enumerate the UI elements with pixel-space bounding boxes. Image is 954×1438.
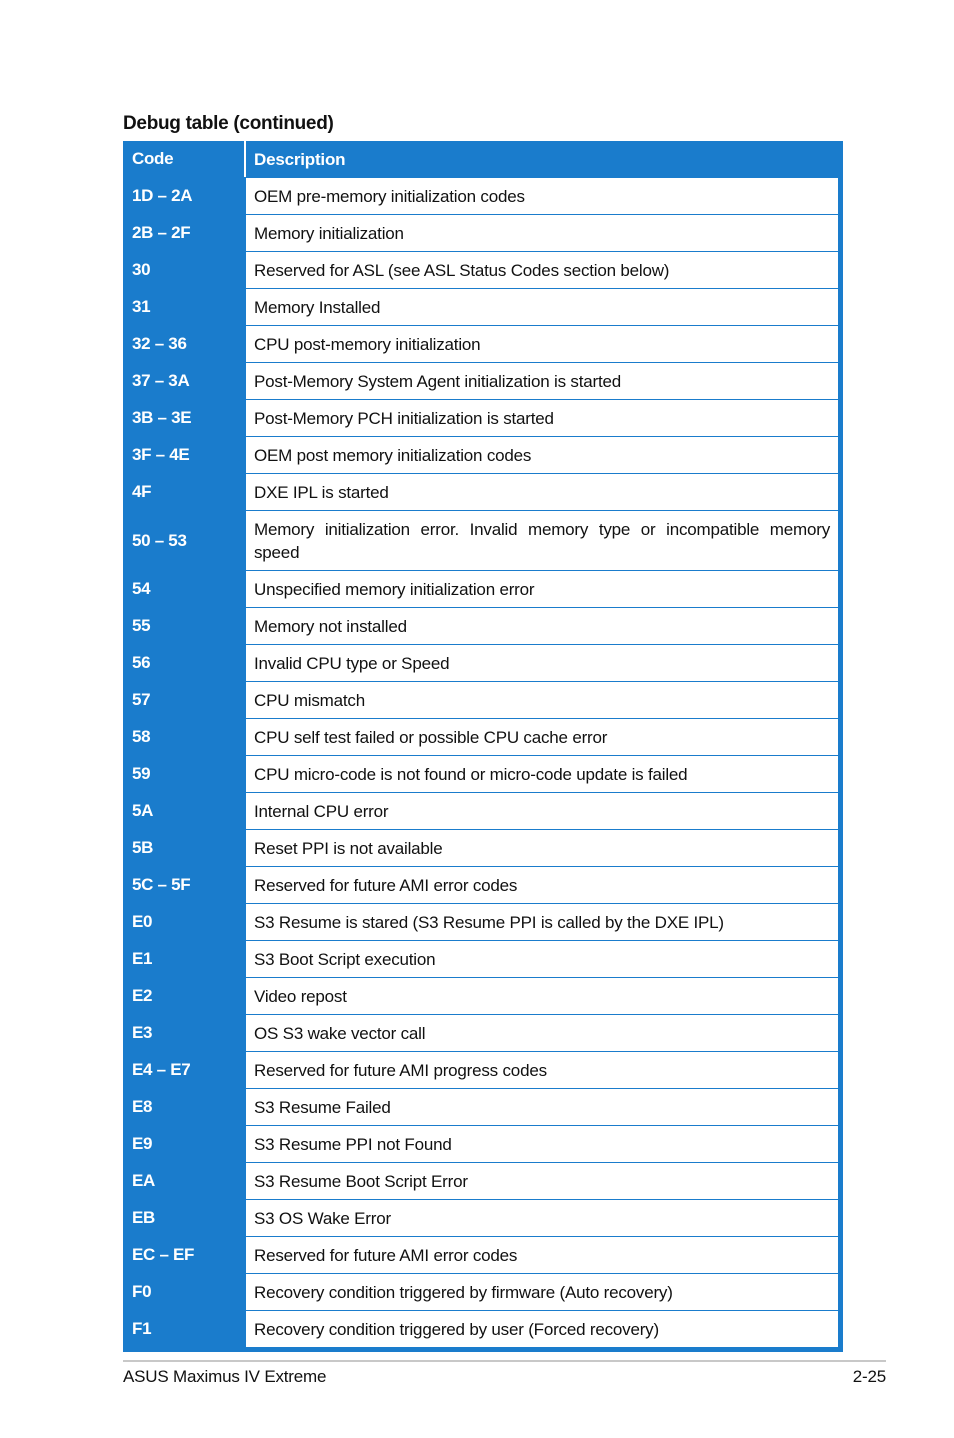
row-code: 3B – 3E bbox=[132, 408, 192, 427]
table-row bbox=[127, 399, 838, 436]
row-description: Reset PPI is not available bbox=[244, 830, 838, 866]
table-row bbox=[127, 1273, 838, 1310]
table-row bbox=[127, 829, 838, 866]
row-description: CPU mismatch bbox=[244, 682, 838, 718]
header-description: Description bbox=[244, 141, 838, 177]
row-code: 32 – 36 bbox=[132, 334, 187, 353]
row-code: EC – EF bbox=[132, 1245, 195, 1264]
table-row bbox=[127, 792, 838, 829]
row-code: 54 bbox=[132, 579, 151, 598]
row-code: E0 bbox=[132, 912, 153, 931]
table-row bbox=[127, 1125, 838, 1162]
row-description: DXE IPL is started bbox=[244, 474, 838, 510]
row-code: E9 bbox=[132, 1134, 153, 1153]
table-row bbox=[127, 436, 838, 473]
row-code: 58 bbox=[132, 727, 151, 746]
table-row bbox=[127, 718, 838, 755]
table-row bbox=[127, 288, 838, 325]
table-row bbox=[127, 755, 838, 792]
table-row bbox=[127, 325, 838, 362]
row-description: Recovery condition triggered by user (Forced recovery) bbox=[244, 1311, 838, 1347]
row-code: 5A bbox=[132, 801, 154, 820]
row-description: S3 Resume PPI not Found bbox=[244, 1126, 838, 1162]
table-row bbox=[127, 1162, 838, 1199]
row-description: S3 OS Wake Error bbox=[244, 1200, 838, 1236]
row-code: EB bbox=[132, 1208, 156, 1227]
table-row bbox=[127, 607, 838, 644]
table-row bbox=[127, 570, 838, 607]
row-code: 50 – 53 bbox=[132, 530, 187, 550]
table-row bbox=[127, 1051, 838, 1088]
row-code: F1 bbox=[132, 1319, 152, 1338]
table-row bbox=[127, 251, 838, 288]
table-row bbox=[127, 510, 838, 570]
header-code: Code bbox=[132, 149, 174, 168]
table-row bbox=[127, 866, 838, 903]
table-row bbox=[127, 1310, 838, 1347]
row-description: Reserved for ASL (see ASL Status Codes section below) bbox=[244, 252, 838, 288]
row-description: Reserved for future AMI error codes bbox=[244, 1237, 838, 1273]
row-description: Video repost bbox=[244, 978, 838, 1014]
row-code: 5B bbox=[132, 838, 154, 857]
table-row bbox=[127, 903, 838, 940]
table-header bbox=[127, 141, 838, 177]
footer-rule bbox=[123, 1360, 886, 1362]
row-description: Post-Memory System Agent initialization is started bbox=[244, 363, 838, 399]
row-code: 37 – 3A bbox=[132, 371, 190, 390]
debug-table bbox=[123, 141, 843, 1352]
row-code: 30 bbox=[132, 260, 151, 279]
row-description: Unspecified memory initialization error bbox=[244, 571, 838, 607]
row-code: 56 bbox=[132, 653, 151, 672]
row-description: S3 Resume Boot Script Error bbox=[244, 1163, 838, 1199]
row-description: S3 Resume Failed bbox=[244, 1089, 838, 1125]
row-description: Reserved for future AMI progress codes bbox=[244, 1052, 838, 1088]
row-description: CPU post-memory initialization bbox=[244, 326, 838, 362]
row-description: Internal CPU error bbox=[244, 793, 838, 829]
row-code: 55 bbox=[132, 616, 151, 635]
row-code: 5C – 5F bbox=[132, 875, 191, 894]
table-row bbox=[127, 1014, 838, 1051]
row-code: EA bbox=[132, 1171, 156, 1190]
table-row bbox=[127, 177, 838, 214]
table-row bbox=[127, 1199, 838, 1236]
row-description: Memory Installed bbox=[244, 289, 838, 325]
row-description: Post-Memory PCH initialization is started bbox=[244, 400, 838, 436]
table-row bbox=[127, 940, 838, 977]
row-description: Memory initialization error. Invalid memory type or incompatible memory speed bbox=[244, 511, 838, 570]
row-description: Invalid CPU type or Speed bbox=[244, 645, 838, 681]
footer-page-number: 2-25 bbox=[852, 1367, 886, 1386]
row-code: E1 bbox=[132, 949, 153, 968]
row-description: OS S3 wake vector call bbox=[244, 1015, 838, 1051]
table-body bbox=[127, 177, 838, 1347]
footer-product-name: ASUS Maximus IV Extreme bbox=[123, 1367, 327, 1386]
table-row bbox=[127, 362, 838, 399]
row-code: E8 bbox=[132, 1097, 153, 1116]
row-code: 1D – 2A bbox=[132, 186, 193, 205]
row-description: Recovery condition triggered by firmware (Auto recovery) bbox=[244, 1274, 838, 1310]
table-row bbox=[127, 977, 838, 1014]
row-code: E2 bbox=[132, 986, 153, 1005]
table-row bbox=[127, 473, 838, 510]
row-description: S3 Resume is stared (S3 Resume PPI is called by the DXE IPL) bbox=[244, 904, 838, 940]
row-description: OEM post memory initialization codes bbox=[244, 437, 838, 473]
row-code: F0 bbox=[132, 1282, 152, 1301]
table-row bbox=[127, 644, 838, 681]
row-description: OEM pre-memory initialization codes bbox=[244, 178, 838, 214]
row-code: 2B – 2F bbox=[132, 223, 191, 242]
row-code: E3 bbox=[132, 1023, 153, 1042]
row-code: 57 bbox=[132, 690, 151, 709]
row-code: 59 bbox=[132, 764, 151, 783]
table-row bbox=[127, 681, 838, 718]
row-code: 31 bbox=[132, 297, 151, 316]
table-row bbox=[127, 1236, 838, 1273]
row-description: Memory not installed bbox=[244, 608, 838, 644]
row-description: CPU self test failed or possible CPU cache error bbox=[244, 719, 838, 755]
row-code: E4 – E7 bbox=[132, 1060, 191, 1079]
row-description: Memory initialization bbox=[244, 215, 838, 251]
table-title: Debug table (continued) bbox=[123, 113, 334, 134]
row-description: Reserved for future AMI error codes bbox=[244, 867, 838, 903]
row-description: S3 Boot Script execution bbox=[244, 941, 838, 977]
row-code: 3F – 4E bbox=[132, 445, 190, 464]
row-code: 4F bbox=[132, 482, 152, 501]
row-description: CPU micro-code is not found or micro-code update is failed bbox=[244, 756, 838, 792]
table-row bbox=[127, 1088, 838, 1125]
table-row bbox=[127, 214, 838, 251]
